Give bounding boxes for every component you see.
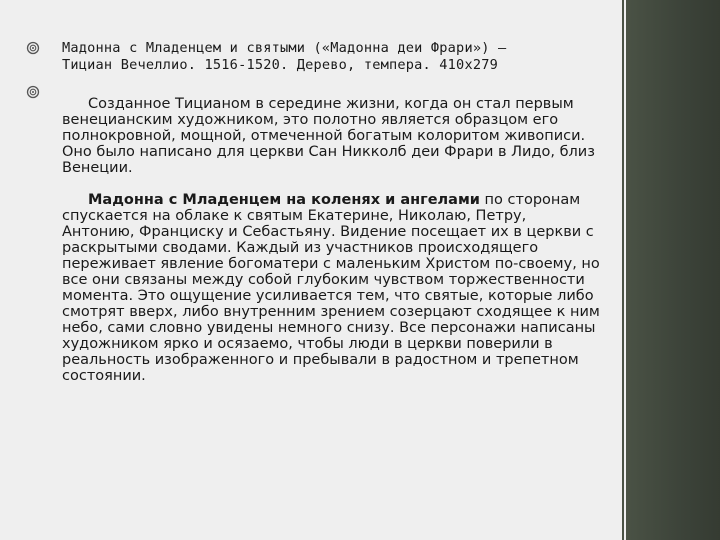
caption-line-1: Мадонна с Младенцем и святыми («Мадонна деи Фрари») – (62, 40, 507, 56)
target-bullet-icon (26, 85, 40, 99)
paragraph-1: Созданное Тицианом в середине жизни, когда он стал первым венецианским художником, это полотно является образцом его полнокровной, мощной, отмеченной богатым колоритом живописи. Оно было написано для церкви Сан Никколб деи Фрари в Лидо, близ Венеции. (62, 96, 595, 176)
side-divider (622, 0, 624, 540)
paragraph-2 (62, 192, 602, 384)
target-bullet-icon (26, 41, 40, 55)
paragraph-2-rest: по сторонам спускается на облаке к святым Екатерине, Николаю, Петру, Антонию, Франциску и Себастьяну. Видение посещает их в церкви с раскрытыми сводами. Каждый из участников происходящего переживает явление богоматери с маленьким Христом по-своему, но все они связаны между собой глубоким чувством торжественности момента. Это ощущение усиливается тем, что святые, которые либо смотрят вверх, либо внутренним зрением созерцают сходящее к ним небо, сами словно увидены немного снизу. Все персонажи написаны художником ярко и осязаемо, чтобы люди в церкви поверили в реальность изображенного и пребывали в радостном и трепетном состоянии. (62, 192, 600, 384)
side-decor-bar (626, 0, 720, 540)
item-2-body (62, 96, 602, 384)
paragraph-2-bold-phrase: Мадонна с Младенцем на коленях и ангелами (88, 192, 480, 208)
caption-line-2: Тициан Вечеллио. 1516-1520. Дерево, темпера. 410x279 (62, 57, 498, 73)
item-1-caption (62, 40, 610, 74)
